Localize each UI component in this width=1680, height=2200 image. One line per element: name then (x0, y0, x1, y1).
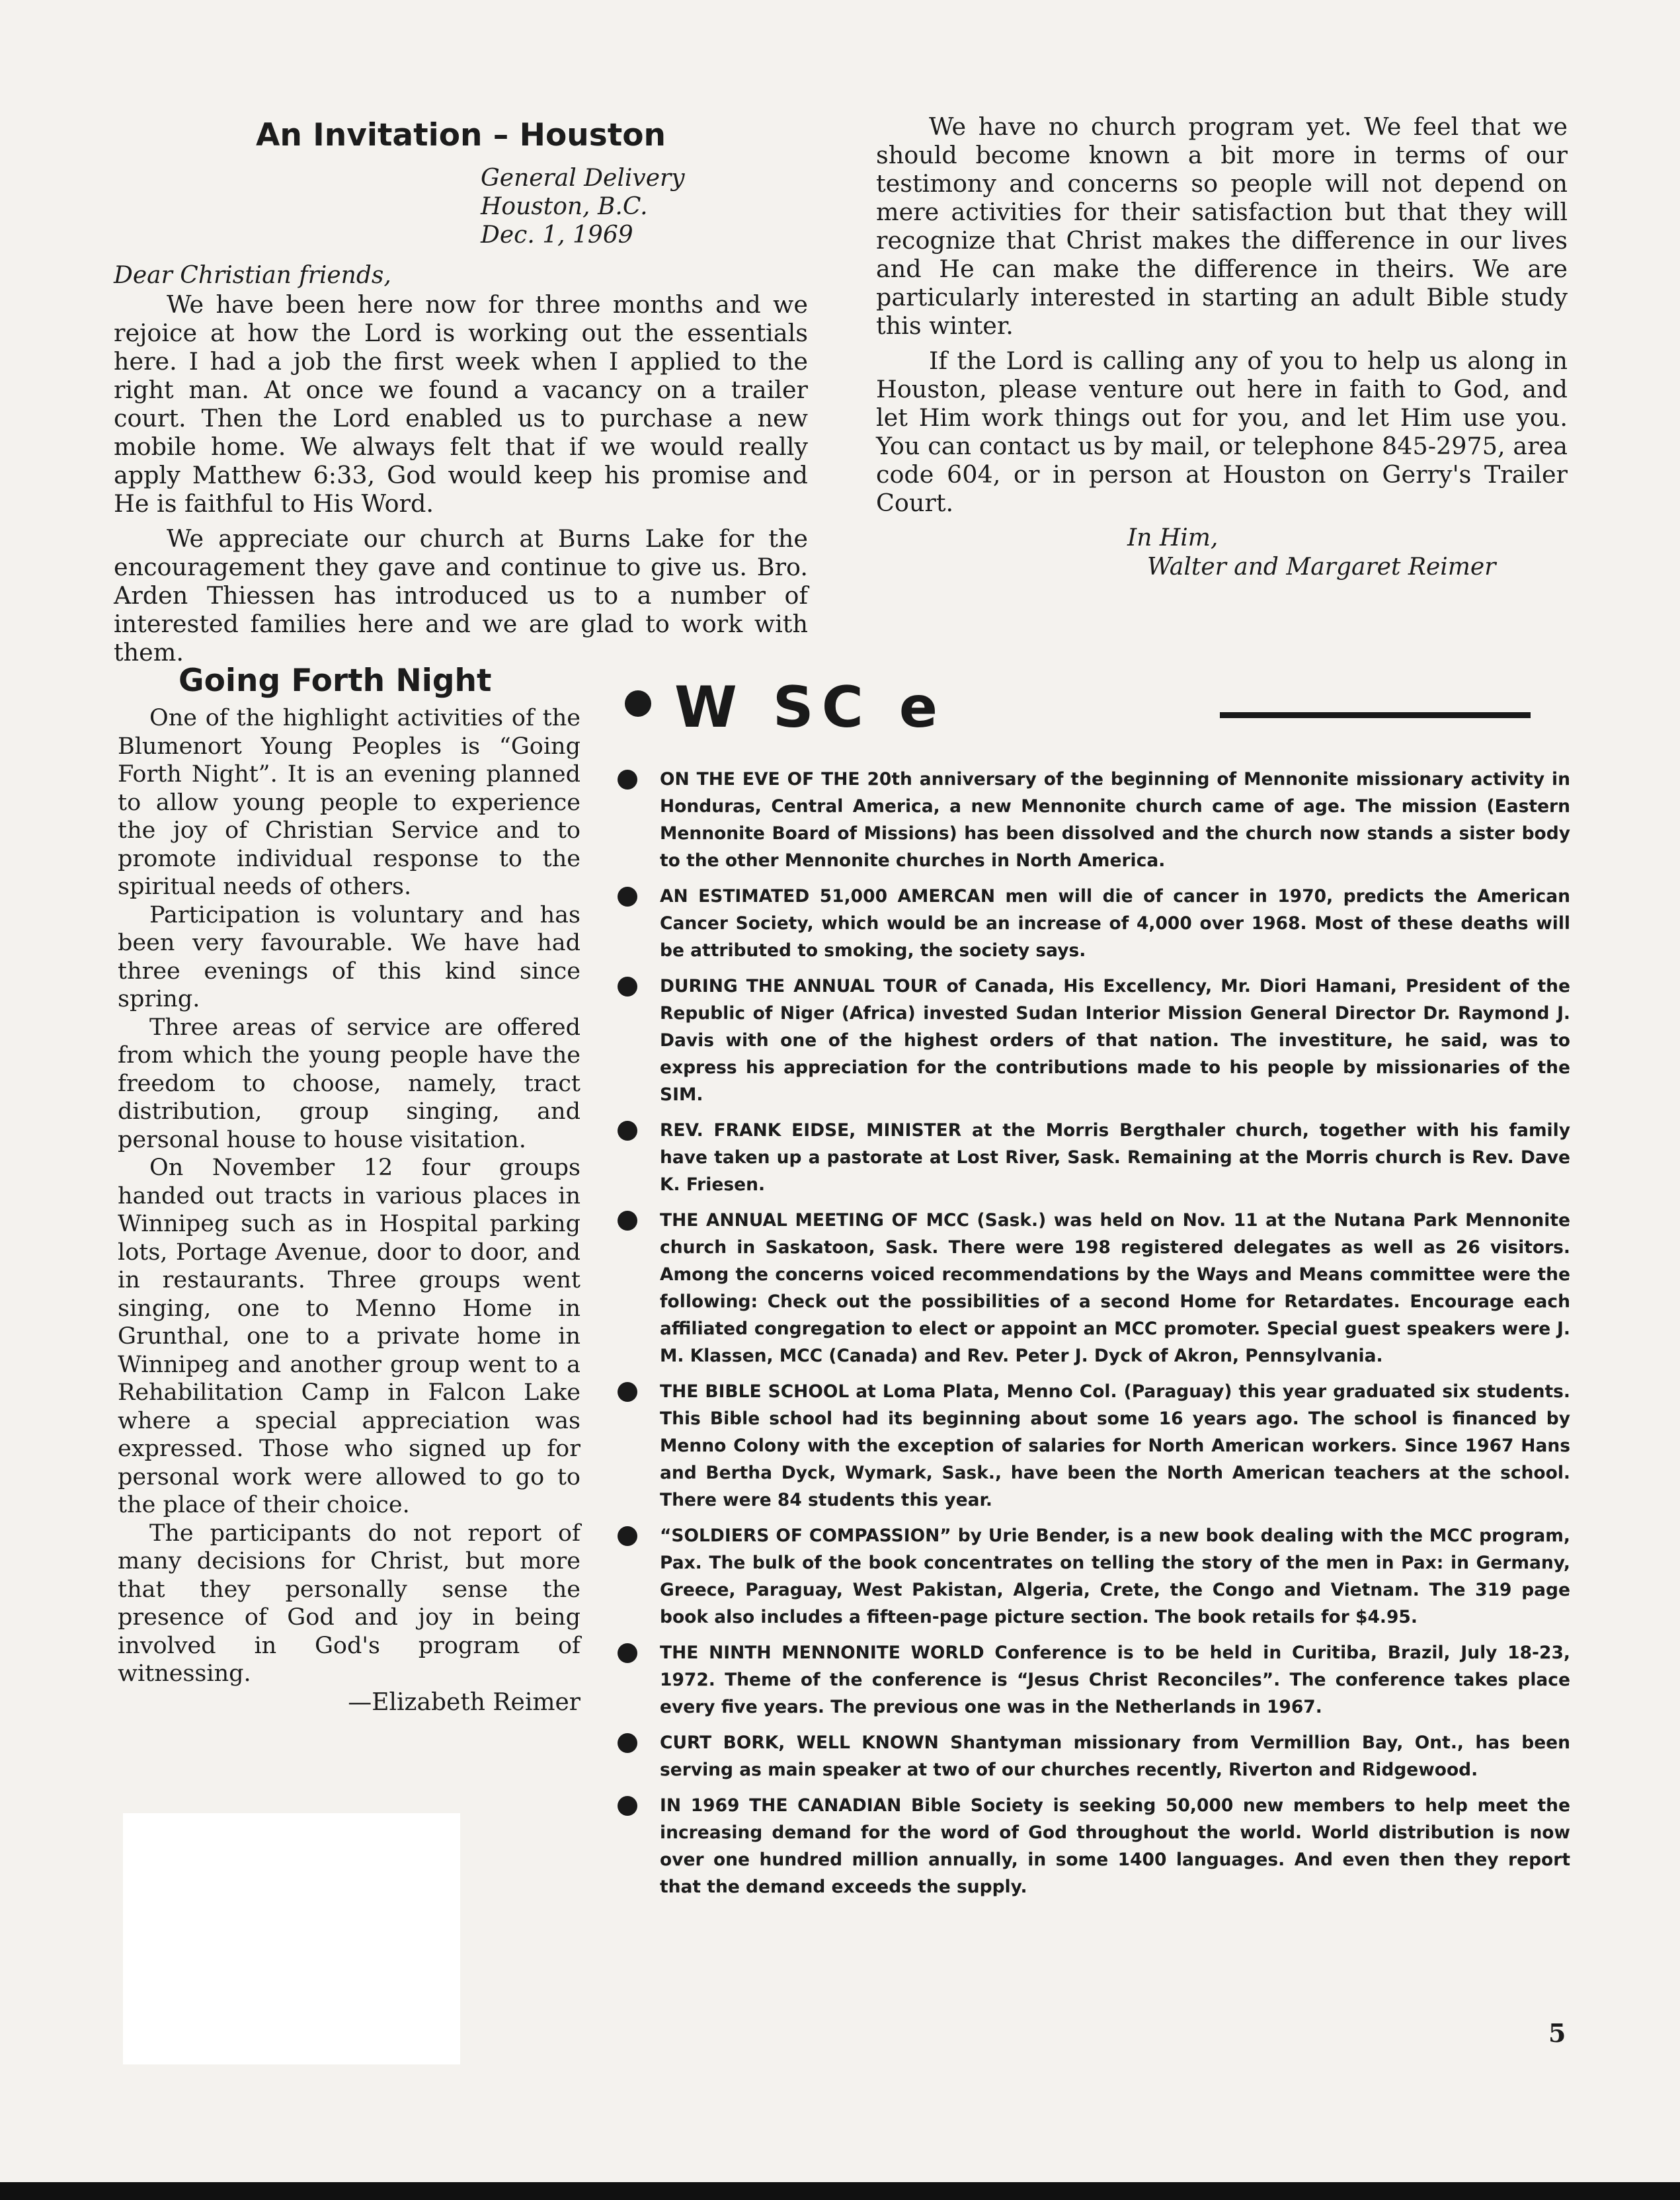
page-number: 5 (1548, 2018, 1566, 2048)
address-line: Houston, B.C. (481, 193, 648, 220)
address-date: Dec. 1, 1969 (481, 222, 633, 249)
newsscope-list-container (608, 766, 1570, 1909)
invitation-paragraph: If the Lord is calling any of you to help us along in Houston, please venture out here in faith to God, and let Him work things out for you, and let Him use you. You can contact us by mail, or telephone 845-2975, area code 604, or in person at Houston on Gerry's Trailer Court. (876, 346, 1568, 517)
invitation-title: An Invitation – Houston (256, 117, 666, 153)
news-item (608, 1639, 1570, 1721)
news-item (608, 973, 1570, 1108)
invitation-salutation: Dear Christian friends, (114, 262, 391, 289)
bullet-icon (618, 1121, 637, 1141)
bullet-icon (618, 1211, 637, 1231)
news-item (608, 1378, 1570, 1514)
news-item (608, 1792, 1570, 1900)
news-item-text: CURT BORK, WELL KNOWN Shantyman missionary from Vermillion Bay, Ont., has been serving as main speaker at two of our churches recently, Riverton and Ridgewood. (660, 1732, 1570, 1780)
news-item-text: REV. FRANK EIDSE, MINISTER at the Morris Bergthaler church, together with his family have taken up a pastorate at Lost River, Sask. Remaining at the Morris church is Rev. Dave K. Friesen. (660, 1120, 1570, 1195)
news-item (608, 883, 1570, 964)
going-forth-title: Going Forth Night (179, 663, 492, 699)
masthead-rule (1220, 712, 1531, 718)
going-forth-byline: —Elizabeth Reimer (348, 1688, 580, 1716)
going-forth-paragraph: On November 12 four groups handed out tracts in various places in Winnipeg such as in Hospital parking lots, Portage Avenue, door to door, and in restaurants. Three groups went singing, one to Menno Home in Grunthal, one to a private home in Winnipeg and another group went to a Rehabilitation Camp in Falcon Lake where a special appreciation was expressed. Those who signed up for personal work were allowed to go to the place of their choice. (118, 1155, 580, 1518)
bullet-icon (618, 1733, 637, 1753)
invitation-paragraph: We have no church program yet. We feel that we should become known a bit more in terms of our testimony and concerns so people will not depend on mere activities for their satisfaction but that they will recognize that Christ makes the difference in our lives and He can make the difference in theirs. We are particularly interested in starting an adult Bible study this winter. (876, 112, 1568, 340)
invitation-address (481, 164, 808, 249)
page-bottom-edge (0, 2182, 1680, 2200)
bullet-icon (618, 887, 637, 907)
news-item (608, 766, 1570, 874)
invitation-paragraph (114, 524, 808, 667)
going-forth-paragraph: One of the highlight activities of the Blumenort Young Peoples is “Going Forth Night”. It is an evening planned to allow young people to experience the joy of Christian Service and to promote individual response to the spiritual needs of others. (118, 705, 580, 900)
news-item-text: THE BIBLE SCHOOL at Loma Plata, Menno Col. (Paraguay) this year graduated six students. This Bible school had its beginning about some 16 years ago. The school is financed by Menno Colony with the exception of salaries for North American workers. Since 1967 Hans and Bertha Dyck, Wymark, Sask., have been the North American teachers at the school. There were 84 students this year. (660, 1381, 1570, 1510)
bullet-icon (618, 770, 637, 790)
news-item-text: THE ANNUAL MEETING OF MCC (Sask.) was held on Nov. 11 at the Nutana Park Mennonite church in Saskatoon, Sask. There were 198 registered delegates as well as 26 visitors. Among the concerns voiced recommendations by the Ways and Means committee were the following: Check out the possibilities of a second Home for Retardates. Encourage each affiliated congregation to elect or appoint an MCC promoter. Special guest speakers were J. M. Klassen, MCC (Canada) and Rev. Peter J. Dyck of Akron, Pennsylvania. (660, 1210, 1570, 1366)
going-forth-paragraph: The participants do not report of many decisions for Christ, but more that they personally sense the presence of God and joy in being involved in God's program of witnessing. (118, 1520, 580, 1687)
bullet-icon (625, 690, 651, 717)
invitation-article (114, 112, 808, 673)
going-forth-article (118, 658, 580, 1717)
news-item-text: AN ESTIMATED 51,000 AMERCAN men will die of cancer in 1970, predicts the American Cancer Society, which would be an increase of 4,000 over 1968. Most of these deaths will be attributed to smoking, the society says. (660, 886, 1570, 961)
going-forth-paragraph: Three areas of service are offered from which the young people have the freedom to choose, namely, tract distribution, group singing, and personal house to house visitation. (118, 1014, 580, 1153)
address-line: General Delivery (481, 165, 685, 192)
news-item (608, 1522, 1570, 1631)
news-item-text: IN 1969 THE CANADIAN Bible Society is seeking 50,000 new members to help meet the increasing demand for the word of God throughout the world. World distribution is now over one hundred million annually, in some 1400 languages. And even then they report that the demand exceeds the supply. (660, 1795, 1570, 1897)
bullet-icon (618, 1382, 637, 1402)
going-forth-paragraph: Participation is voluntary and has been very favourable. We have had three evenings of this kind since spring. (118, 901, 580, 1012)
news-item (608, 1729, 1570, 1783)
bullet-icon (618, 1796, 637, 1816)
news-item-text: THE NINTH MENNONITE WORLD Conference is to be held in Curitiba, Brazil, July 18-23, 1972. Theme of the conference is “Jesus Christ Reconciles”. The conference takes place every five years. The previous one was in the Netherlands in 1967. (660, 1643, 1570, 1717)
news-item (608, 1117, 1570, 1198)
bullet-icon (618, 977, 637, 997)
bullet-icon (618, 1643, 637, 1663)
invitation-paragraph: We have been here now for three months and we rejoice at how the Lord is working out the essentials here. I had a job the first week when I applied to the right man. At once we found a vacancy on a trailer court. Then the Lord enabled us to purchase a new mobile home. We always felt that if we would really apply Matthew 6:33, God would keep his promise and He is faithful to His Word. (114, 290, 808, 518)
news-item-text: DURING THE ANNUAL TOUR of Canada, His Excellency, Mr. Diori Hamani, President of the Republic of Niger (Africa) invested Sudan Interior Mission General Director Dr. Raymond J. Davis with one of the highest orders of that nation. The investiture, he said, was to express his appreciation for the contributions made to his people by missionaries of the SIM. (660, 976, 1570, 1105)
invitation-closing: In Him, (1127, 524, 1219, 551)
newsscope-masthead (615, 676, 1577, 742)
news-item (608, 1207, 1570, 1369)
news-item-text: ON THE EVE OF THE 20th anniversary of the beginning of Mennonite missionary activity in Honduras, Central America, a new Mennonite church came of age. The mission (Eastern Mennonite Board of Missions) has been dissolved and the church now stands a sister body to the other Mennonite churches in North America. (660, 769, 1570, 871)
newsscope-masthead-title: W SC e (674, 676, 946, 739)
invitation-paragraph-text: We appreciate our church at Burns Lake for the encouragement they gave and continue to give us. Bro. Arden Thiessen has introduced us to a number of interested families here and we are glad to work with them. (114, 524, 808, 667)
invitation-continued (876, 112, 1568, 582)
bullet-icon (618, 1526, 637, 1546)
newsscope-list (608, 766, 1570, 1900)
invitation-signature: Walter and Margaret Reimer (1147, 553, 1496, 581)
news-item-text: “SOLDIERS OF COMPASSION” by Urie Bender, is a new book dealing with the MCC program, Pax. The bulk of the book concentrates on telling the story of the men in Pax: in Germany, Greece, Paraguay, West Pakistan, Algeria, Crete, the Congo and Vietnam. The 319 page book also includes a fifteen-page picture section. The book retails for $4.95. (660, 1526, 1570, 1627)
blank-area (123, 1813, 460, 2064)
